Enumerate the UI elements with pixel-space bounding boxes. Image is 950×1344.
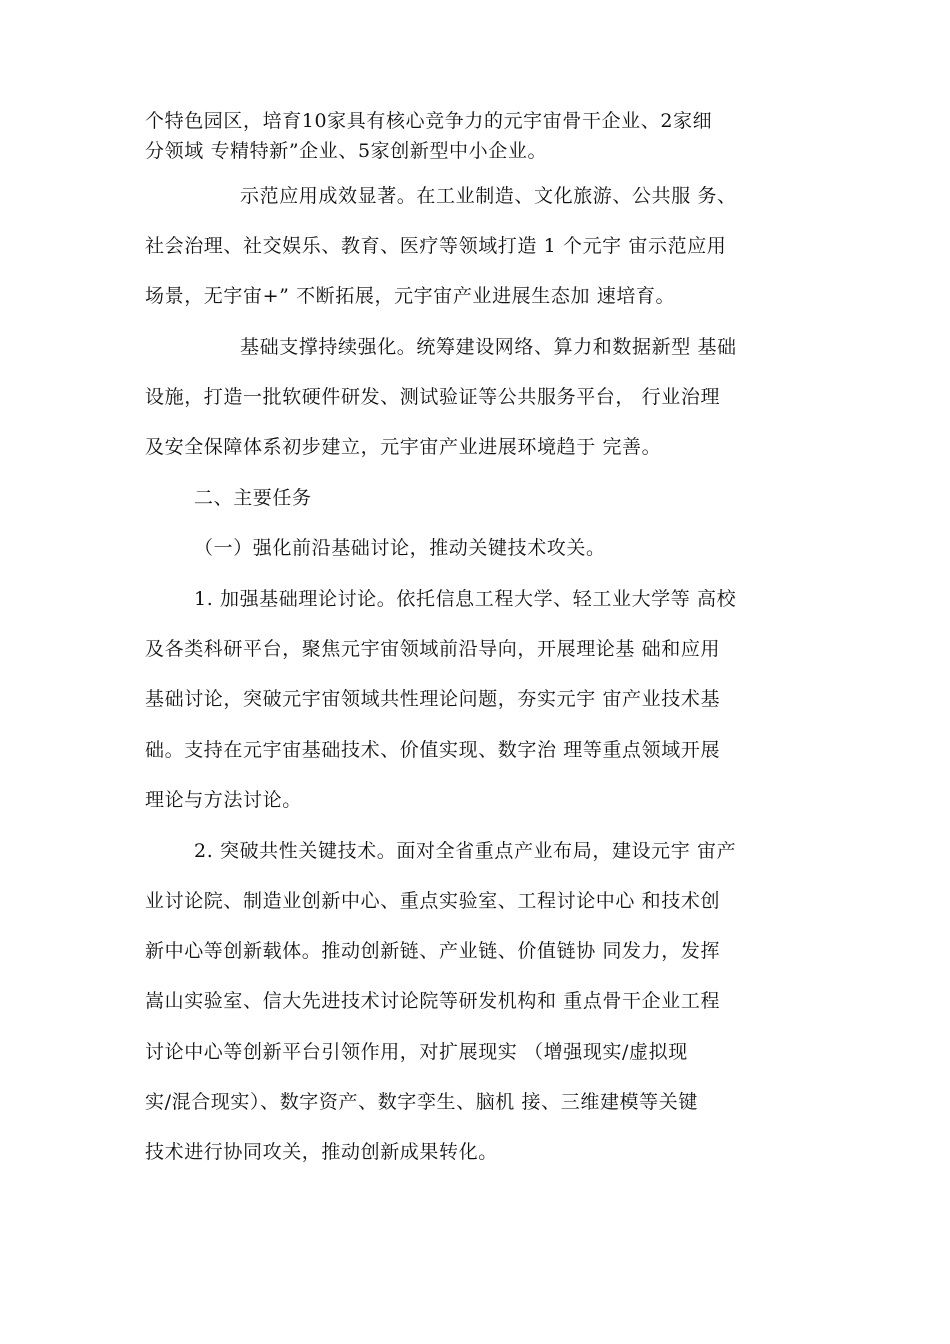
subsection-heading: （一）强化前沿基础讨论，推动关键技术攻关。 [194, 537, 606, 559]
text-line: 础。支持在元宇宙基础技术、价值实现、数字治 理等重点领域开展 [145, 739, 721, 761]
text-line: 讨论中心等创新平台引领作用，对扩展现实 （增强现实/虚拟现 [145, 1041, 688, 1063]
text-line: 个特色园区，培育10家具有核心竞争力的元宇宙骨干企业、2家细 [145, 110, 713, 132]
text-line: 场景，无宇宙+” 不断拓展，元宇宙产业进展生态加 速培育。 [145, 285, 676, 307]
text-line: 嵩山实验室、信大先进技术讨论院等研发机构和 重点骨干企业工程 [145, 990, 721, 1012]
paragraph-heading-line: 示范应用成效显著。在工业制造、文化旅游、公共服 务、 [240, 185, 737, 207]
text-line: 业讨论院、制造业创新中心、重点实验室、工程讨论中心 和技术创 [145, 890, 721, 912]
text-line: 设施，打造一批软硬件研发、测试验证等公共服务平台， 行业治理 [145, 386, 721, 408]
text-line: 理论与方法讨论。 [145, 789, 302, 811]
text-line: 及安全保障体系初步建立，元宇宙产业进展环境趋于 完善。 [145, 436, 662, 458]
text-line: 技术进行协同攻关，推动创新成果转化。 [145, 1141, 498, 1163]
paragraph-heading-line: 基础支撑持续强化。统筹建设网络、算力和数据新型 基础 [240, 336, 737, 358]
text-line: 社会治理、社交娱乐、教育、医疗等领域打造 1 个元宇 宙示范应用 [145, 235, 727, 257]
text-line: 分领域 专精特新”企业、5家创新型中小企业。 [145, 140, 548, 162]
text-line: 基础讨论，突破元宇宙领域共性理论问题，夯实元宇 宙产业技术基 [145, 688, 721, 710]
text-line: 实/混合现实）、数字资产、数字孪生、脑机 接、三维建模等关键 [145, 1091, 698, 1113]
text-line: 及各类科研平台，聚焦元宇宙领域前沿导向，开展理论基 础和应用 [145, 638, 721, 660]
text-line: 新中心等创新载体。推动创新链、产业链、价值链协 同发力，发挥 [145, 940, 721, 962]
text-line: 2. 突破共性关键技术。面对全省重点产业布局，建设元宇 宙产 [194, 840, 737, 862]
section-heading: 二、主要任务 [194, 487, 312, 509]
text-line: 1. 加强基础理论讨论。依托信息工程大学、轻工业大学等 高校 [194, 588, 737, 610]
